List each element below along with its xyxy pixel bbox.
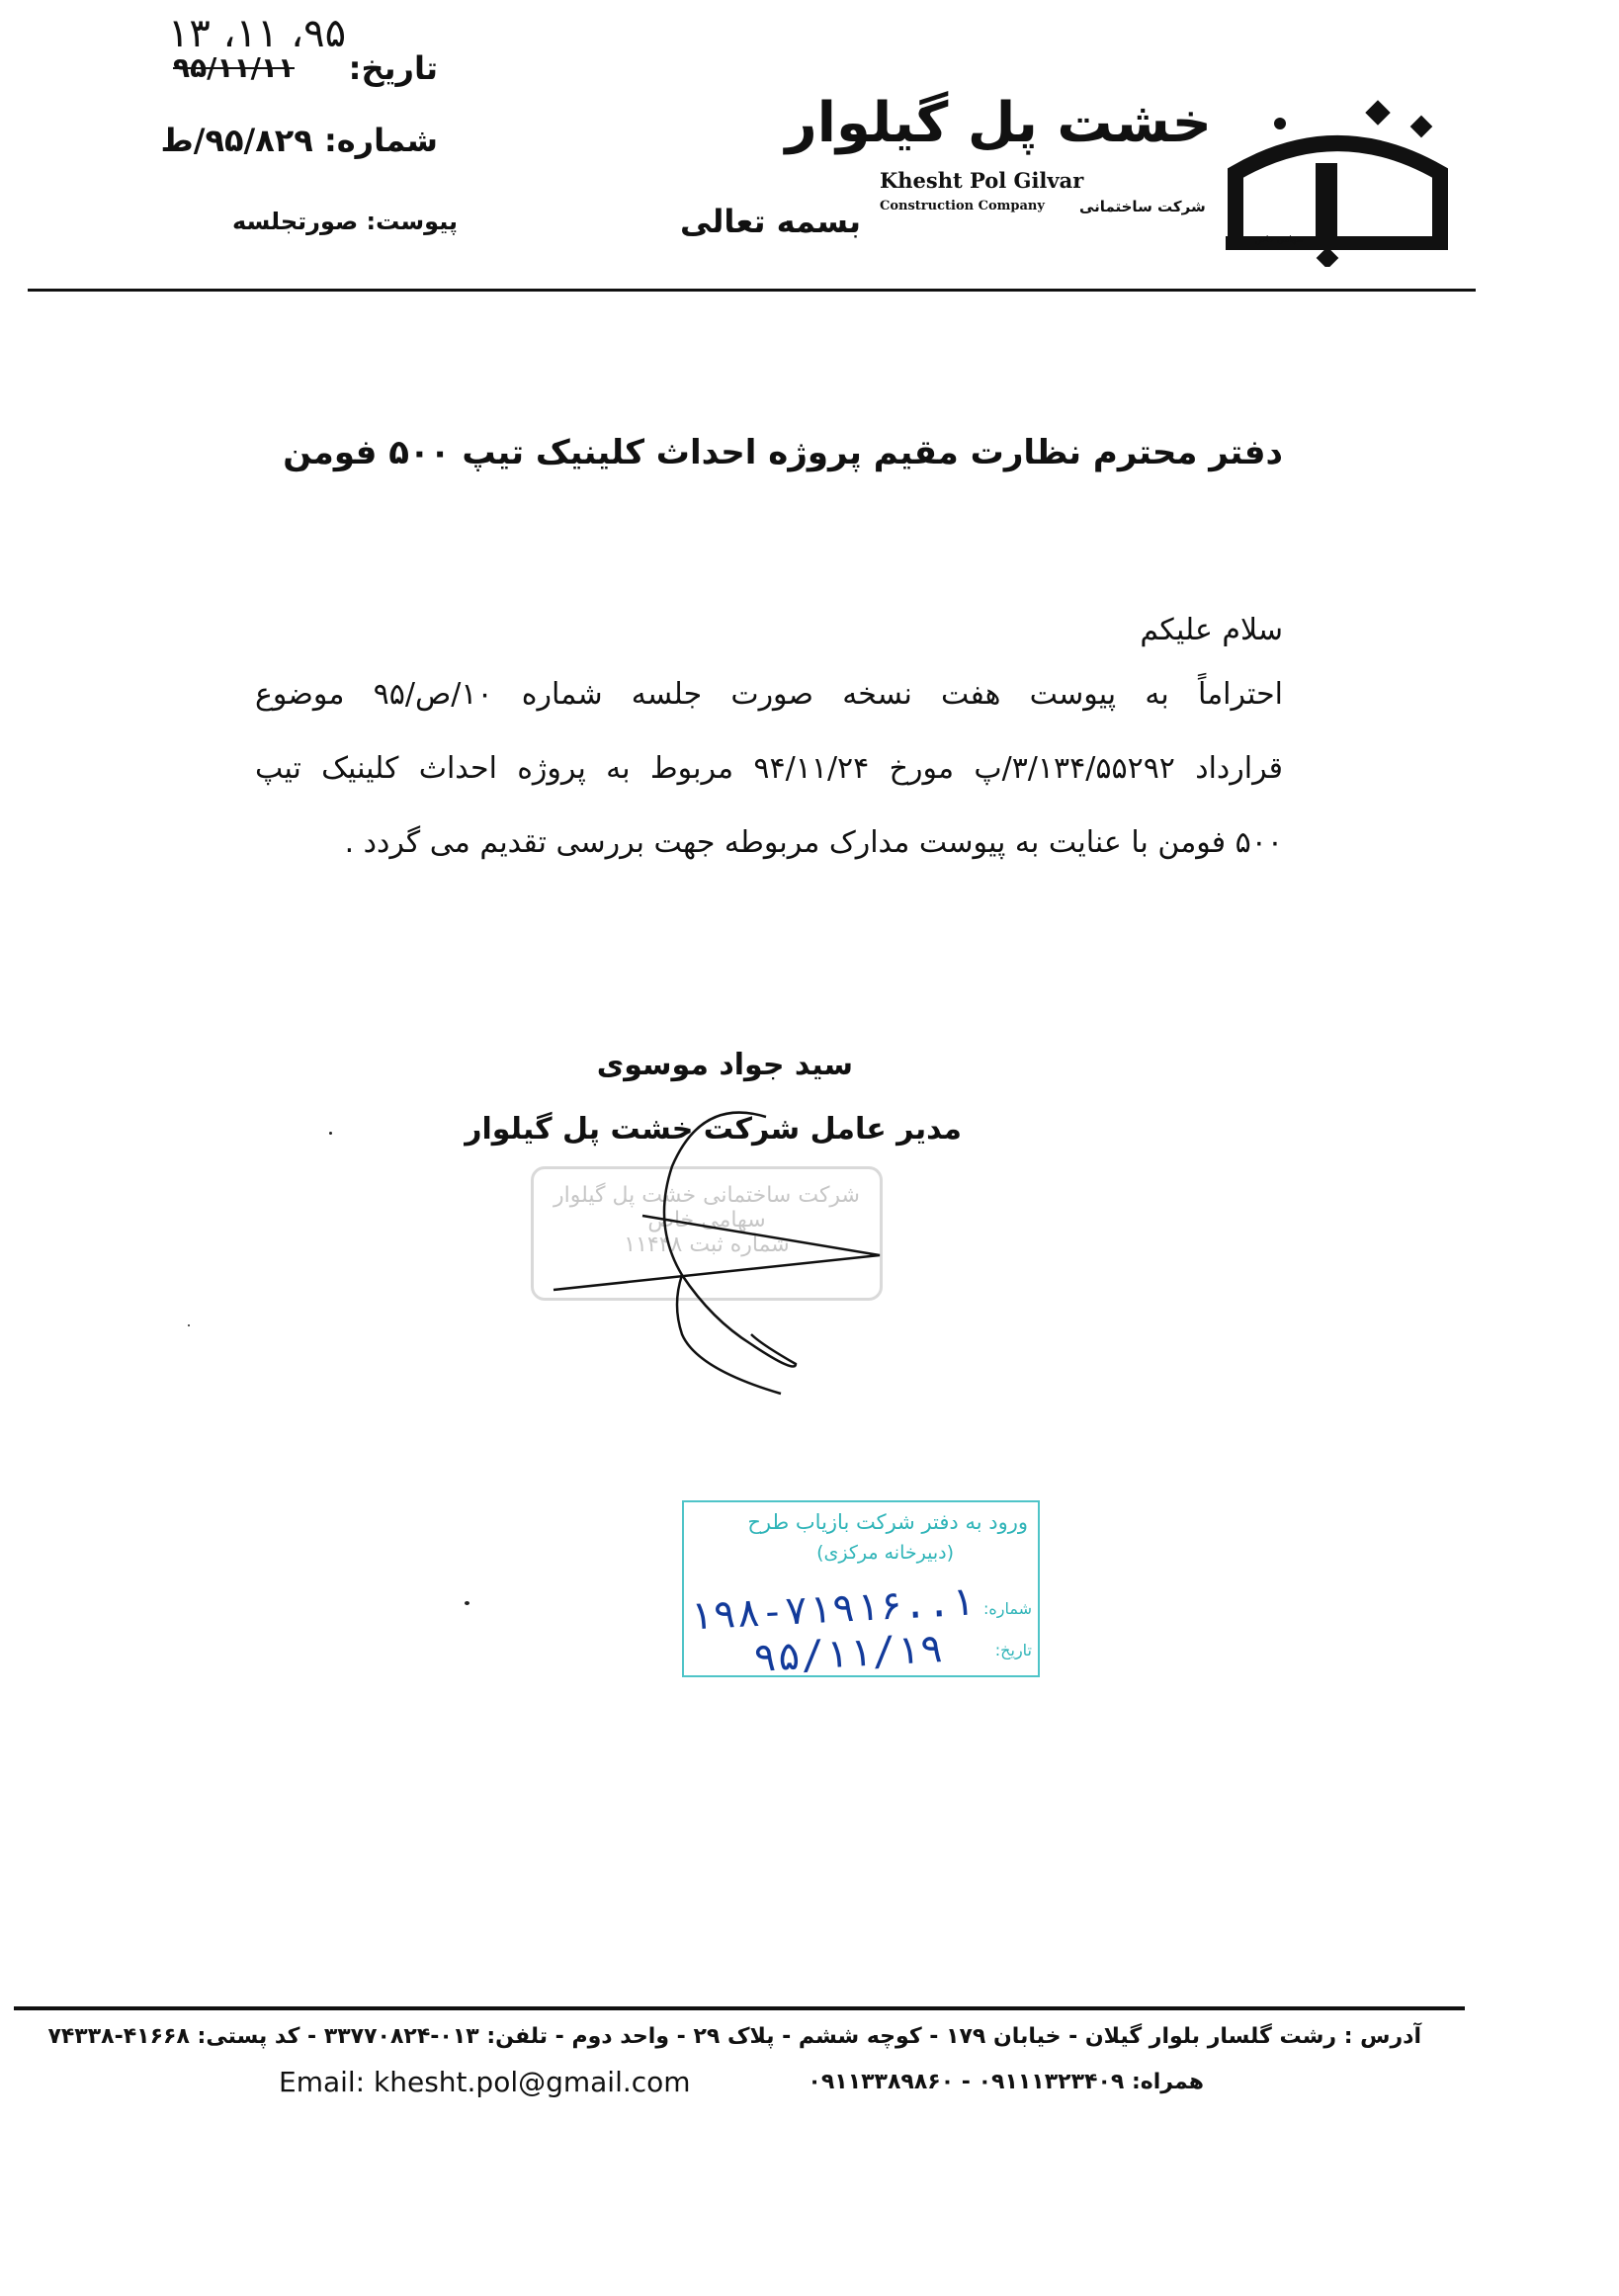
footer-mobile: همراه: ۰۹۱۱۱۳۲۳۴۰۹ - ۰۹۱۱۳۳۸۹۸۶۰ (808, 2070, 1204, 2094)
scan-speck (465, 1601, 469, 1605)
logo-caption: سهامی خاص (1255, 235, 1304, 245)
signatory-name: سید جواد موسوی (596, 1048, 853, 1082)
handwritten-date (143, 5, 371, 59)
receipt-date-value: ۹۵/۱۱/۱۹ (751, 1625, 945, 1682)
receipt-stamp-subtitle: (دبیرخانه مرکزی) (816, 1542, 954, 1564)
greeting: سلام علیکم (1140, 613, 1283, 647)
body-line: قرارداد ۳/۱۳۴/۵۵۲۹۲/پ مورخ ۹۴/۱۱/۲۴ مربوط به پروژه احداث کلینیک تیپ (255, 751, 1284, 786)
company-subtitle-fa: شرکت ساختمانی (1079, 198, 1206, 215)
footer-divider (14, 2006, 1465, 2010)
scan-speck (188, 1324, 190, 1326)
body-line: ۵۰۰ فومن با عنایت به پیوست مدارک مربوطه جهت بررسی تقدیم می گردد . (344, 825, 1283, 860)
company-stamp-line: شرکت ساختمانی خشت پل گیلوار (554, 1183, 860, 1208)
body-line: احتراماً به پیوست هفت نسخه صورت جلسه شماره ۱۰/ص/۹۵ موضوع (255, 677, 1283, 712)
footer-address: آدرس : رشت گلسار بلوار گیلان - خیابان ۱۷۹ - کوچه ششم - پلاک ۲۹ - واحد دوم - تلفن: ۰۱۳-۳۳۷۷۰۸۲۴ - کد پستی: ۴۱۶۶۸-۷۴۳۳۸ (47, 2024, 1421, 2049)
receipt-date-label: تاریخ: (994, 1641, 1032, 1659)
company-name-fa: خشت پل گیلوار (785, 91, 1212, 155)
company-stamp-line: شماره ثبت ۱۱۴۴۸ (624, 1233, 790, 1257)
basmala: بسمه تعالی (680, 203, 862, 240)
receipt-number-value: ۱..۱۹۸-۷۱۹۱۶ (687, 1578, 977, 1640)
receipt-stamp (682, 1500, 1040, 1682)
scan-speck (329, 1132, 332, 1135)
recipient-line: دفتر محترم نظارت مقیم پروژه احداث کلینیک تیپ ۵۰۰ فومن (283, 433, 1283, 472)
footer-email: Email: khesht.pol@gmail.com (279, 2066, 691, 2098)
date-label: تاریخ: (348, 49, 438, 87)
company-subtitle-en: Construction Company (880, 199, 1045, 213)
handwritten-signature (524, 1107, 899, 1403)
attachment-field: پیوست: صورتجلسه (232, 208, 458, 235)
handwritten-date-text: ۹۵، ۱۱، ۱۳ (167, 11, 347, 56)
receipt-number-label: شماره: (982, 1599, 1032, 1618)
company-name-en: Khesht Pol Gilvar (880, 168, 1084, 193)
receipt-stamp-title: ورود به دفتر شرکت بازیاب طرح (747, 1510, 1028, 1534)
letter-number: شماره: ۹۵/۸۲۹/ط (160, 122, 438, 159)
header-divider (28, 289, 1476, 292)
date-printed: ۹۵/۱۱/۱۱ (173, 51, 295, 84)
company-stamp-line: سهامی خاص (647, 1208, 766, 1233)
signatory-title: مدیر عامل شرکت خشت پل گیلوار (465, 1112, 962, 1147)
